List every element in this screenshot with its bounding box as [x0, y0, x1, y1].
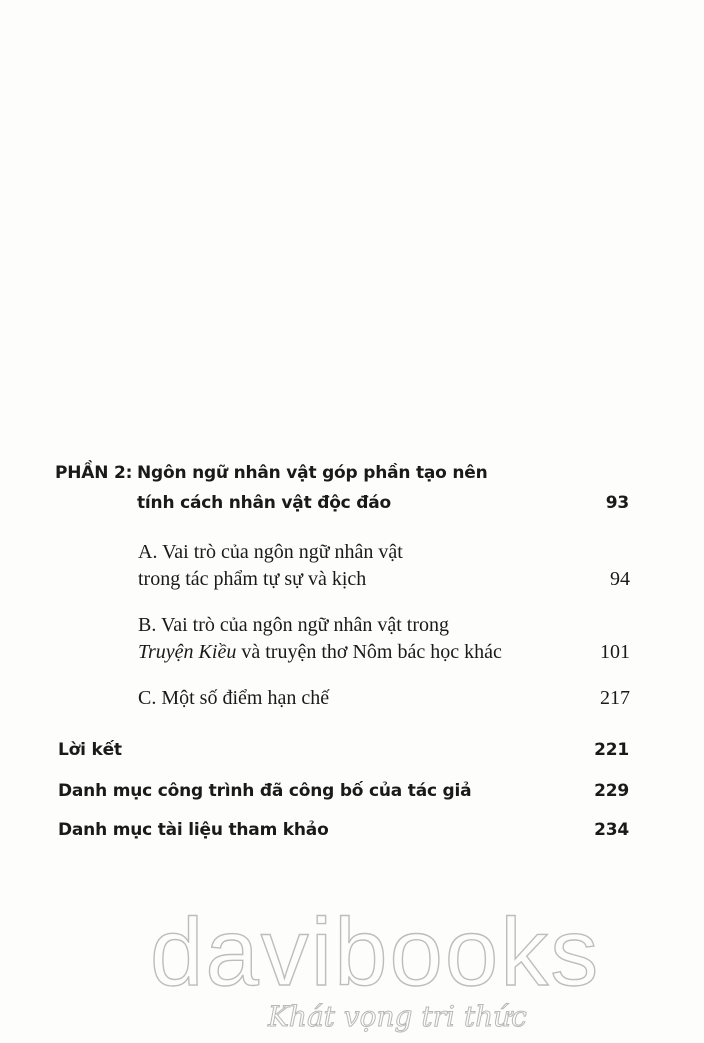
- references-title: Danh mục tài liệu tham khảo: [58, 820, 329, 840]
- page-number: 101: [600, 641, 630, 663]
- part-label: PHẦN 2:: [55, 463, 133, 483]
- section-a-line-2: trong tác phẩm tự sự và kịch: [138, 568, 367, 590]
- page-number: 221: [594, 740, 629, 760]
- page-number: 94: [610, 568, 630, 590]
- page-number: 93: [605, 493, 629, 513]
- section-b-line-2: [138, 642, 502, 662]
- epilogue-title: Lời kết: [58, 740, 122, 760]
- part-title-line-1: Ngôn ngữ nhân vật góp phần tạo nên: [137, 463, 488, 483]
- watermark-brand: davibooks: [150, 899, 601, 1006]
- part-title-line-2: tính cách nhân vật độc đáo: [137, 493, 391, 513]
- section-c-line-1: C. Một số điểm hạn chế: [138, 687, 330, 709]
- publications-title: Danh mục công trình đã công bố của tác giả: [58, 781, 472, 801]
- book-title-italic: Truyện Kiều: [138, 641, 237, 663]
- section-b-line-1: B. Vai trò của ngôn ngữ nhân vật trong: [138, 614, 449, 636]
- section-a-line-1: A. Vai trò của ngôn ngữ nhân vật: [138, 541, 403, 563]
- page-number: 229: [594, 781, 629, 801]
- page-number: 217: [600, 687, 630, 709]
- page-number: 234: [594, 820, 629, 840]
- section-b-line-2-rest: và truyện thơ Nôm bác học khác: [236, 641, 502, 663]
- watermark-slogan: Khát vọng tri thức: [268, 1000, 527, 1033]
